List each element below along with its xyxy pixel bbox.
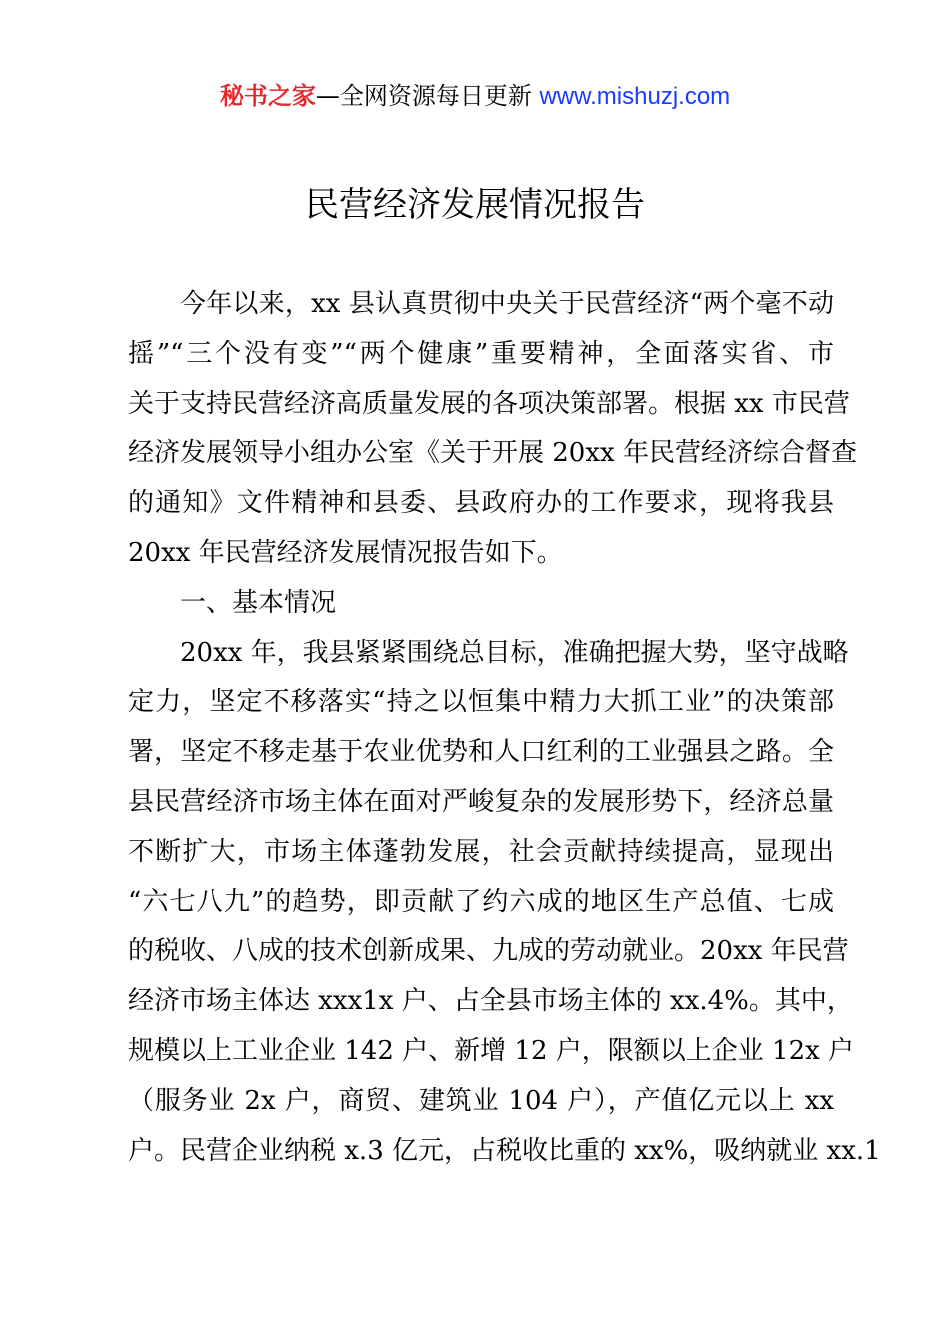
- paragraph-2-line-3: 署，坚定不移走基于农业优势和人口红利的工业强县之路。全: [128, 737, 834, 768]
- paragraph-1-line-3: 关于支持民营经济高质量发展的各项决策部署。根据 xx 市民营: [128, 388, 850, 419]
- section-heading-basic: 一、基本情况: [180, 587, 337, 618]
- paragraph-2-line-4: 县民营经济市场主体在面对严峻复杂的发展形势下，经济总量: [128, 786, 834, 817]
- paragraph-2-line-8: 经济市场主体达 xxx1x 户、占全县市场主体的 xx.4%。其中，: [128, 986, 853, 1017]
- document-body: [128, 280, 881, 1176]
- paragraph-1-line-2: 摇”“三个没有变”“两个健康”重要精神，全面落实省、市: [128, 338, 834, 369]
- paragraph-2-line-7: 的税收、八成的技术创新成果、九成的劳动就业。20xx 年民营: [128, 936, 849, 967]
- paragraph-2-line-5: 不断扩大，市场主体蓬勃发展，社会贡献持续提高，显现出: [128, 836, 834, 867]
- paragraph-1-line-6: 20xx 年民营经济发展情况报告如下。: [128, 537, 563, 568]
- header-tagline: —全网资源每日更新: [315, 82, 540, 110]
- paragraph-2-line-11: 户。民营企业纳税 x.3 亿元，占税收比重的 xx%，吸纳就业 xx.1: [128, 1135, 881, 1166]
- paragraph-1-line-1: 今年以来，xx 县认真贯彻中央关于民营经济“两个毫不动: [180, 289, 834, 319]
- paragraph-1-line-5: 的通知》文件精神和县委、县政府办的工作要求，现将我县: [128, 488, 834, 519]
- site-url-link[interactable]: www.mishuzj.com: [539, 83, 731, 110]
- site-header: [0, 80, 950, 113]
- paragraph-2-line-9: 规模以上工业企业 142 户、新增 12 户，限额以上企业 12x 户: [128, 1035, 855, 1066]
- paragraph-2-line-10: （服务业 2x 户，商贸、建筑业 104 户），产值亿元以上 xx: [128, 1085, 834, 1116]
- document-title: 民营经济发展情况报告: [305, 185, 645, 225]
- paragraph-2-line-1: 20xx 年，我县紧紧围绕总目标，准确把握大势，坚守战略: [180, 637, 849, 668]
- brand-name: 秘书之家: [219, 82, 316, 110]
- paragraph-1-line-4: 经济发展领导小组办公室《关于开展 20xx 年民营经济综合督查: [128, 438, 857, 469]
- paragraph-2-line-2: 定力，坚定不移落实“持之以恒集中精力大抓工业”的决策部: [128, 687, 834, 718]
- paragraph-2-line-6: “六七八九”的趋势，即贡献了约六成的地区生产总值、七成: [128, 886, 834, 917]
